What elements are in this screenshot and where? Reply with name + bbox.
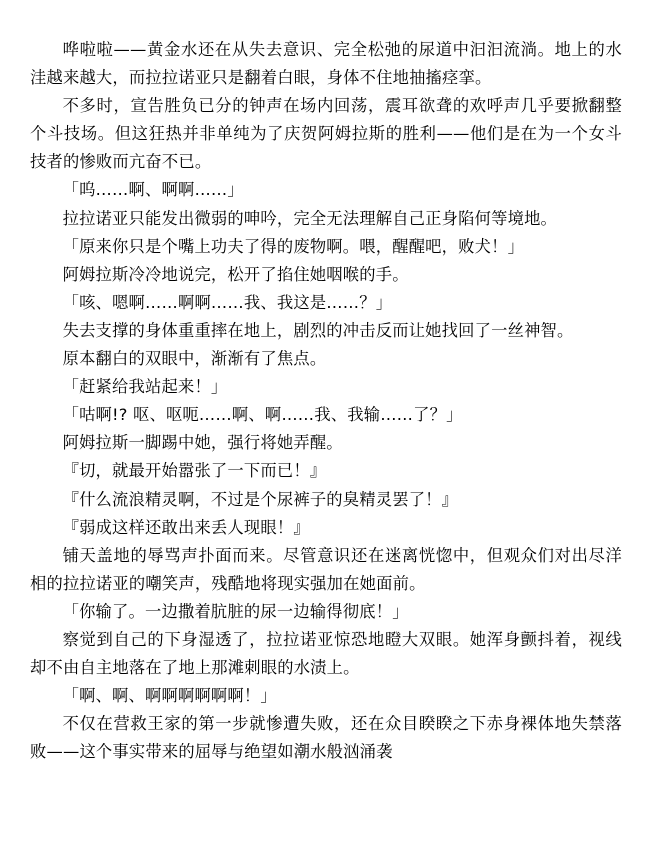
- paragraph: 『什么流浪精灵啊，不过是个尿裤子的臭精灵罢了！』: [62, 489, 459, 509]
- paragraph: 哗啦啦——黄金水还在从失去意识、完全松弛的尿道中汩汩流淌。地上的水洼越来越大，而拉拉诺亚只是翻着白眼，身体不住地抽搐痉挛。: [30, 40, 622, 88]
- paragraph: 「你输了。一边撒着肮脏的尿一边输得彻底！」: [62, 601, 409, 621]
- paragraph: 『切，就最开始嚣张了一下而已！』: [62, 461, 327, 481]
- paragraph: 原本翻白的双眼中，渐渐有了焦点。: [62, 349, 327, 369]
- paragraph: 「咳、嗯啊……啊啊……我、我这是……？」: [62, 292, 393, 312]
- paragraph: 察觉到自己的下身湿透了，拉拉诺亚惊恐地瞪大双眼。她浑身颤抖着，视线却不由自主地落在了地上那滩刺眼的水渍上。: [30, 629, 622, 678]
- paragraph: 『弱成这样还敢出来丢人现眼！』: [62, 517, 310, 537]
- paragraph: 阿姆拉斯冷冷地说完，松开了掐住她咽喉的手。: [62, 264, 409, 284]
- paragraph: 不仅在营救王家的第一步就惨遭失败，还在众目睽睽之下赤身裸体地失禁落败——这个事实带来的屈辱与绝望如潮水般汹涌袭: [30, 714, 622, 762]
- paragraph: 「呜……啊、啊啊……」: [62, 180, 244, 200]
- paragraph: 「啊、啊、啊啊啊啊啊啊！」: [62, 686, 277, 706]
- paragraph: 拉拉诺亚只能发出微弱的呻吟，完全无法理解自己正身陷何等境地。: [62, 208, 558, 228]
- paragraph: 「咕啊!? 呕、呕呃……啊、啊……我、我输……了？」: [62, 405, 463, 425]
- paragraph: 阿姆拉斯一脚踢中她，强行将她弄醒。: [62, 433, 343, 453]
- paragraph: 「原来你只是个嘴上功夫了得的废物啊。喂，醒醒吧，败犬！」: [62, 236, 525, 256]
- novel-body-text: [30, 36, 622, 766]
- paragraph: 不多时，宣告胜负已分的钟声在场内回荡，震耳欲聋的欢呼声几乎要掀翻整个斗技场。但这狂热并非单纯为了庆贺阿姆拉斯的胜利——他们是在为一个女斗技者的惨败而亢奋不已。: [30, 96, 622, 172]
- paragraph: 失去支撑的身体重重摔在地上，剧烈的冲击反而让她找回了一丝神智。: [62, 320, 574, 340]
- paragraph: 铺天盖地的辱骂声扑面而来。尽管意识还在迷离恍惚中，但观众们对出尽洋相的拉拉诺亚的嘲笑声，残酷地将现实强加在她面前。: [30, 545, 622, 593]
- paragraph: 「赶紧给我站起来！」: [62, 377, 228, 397]
